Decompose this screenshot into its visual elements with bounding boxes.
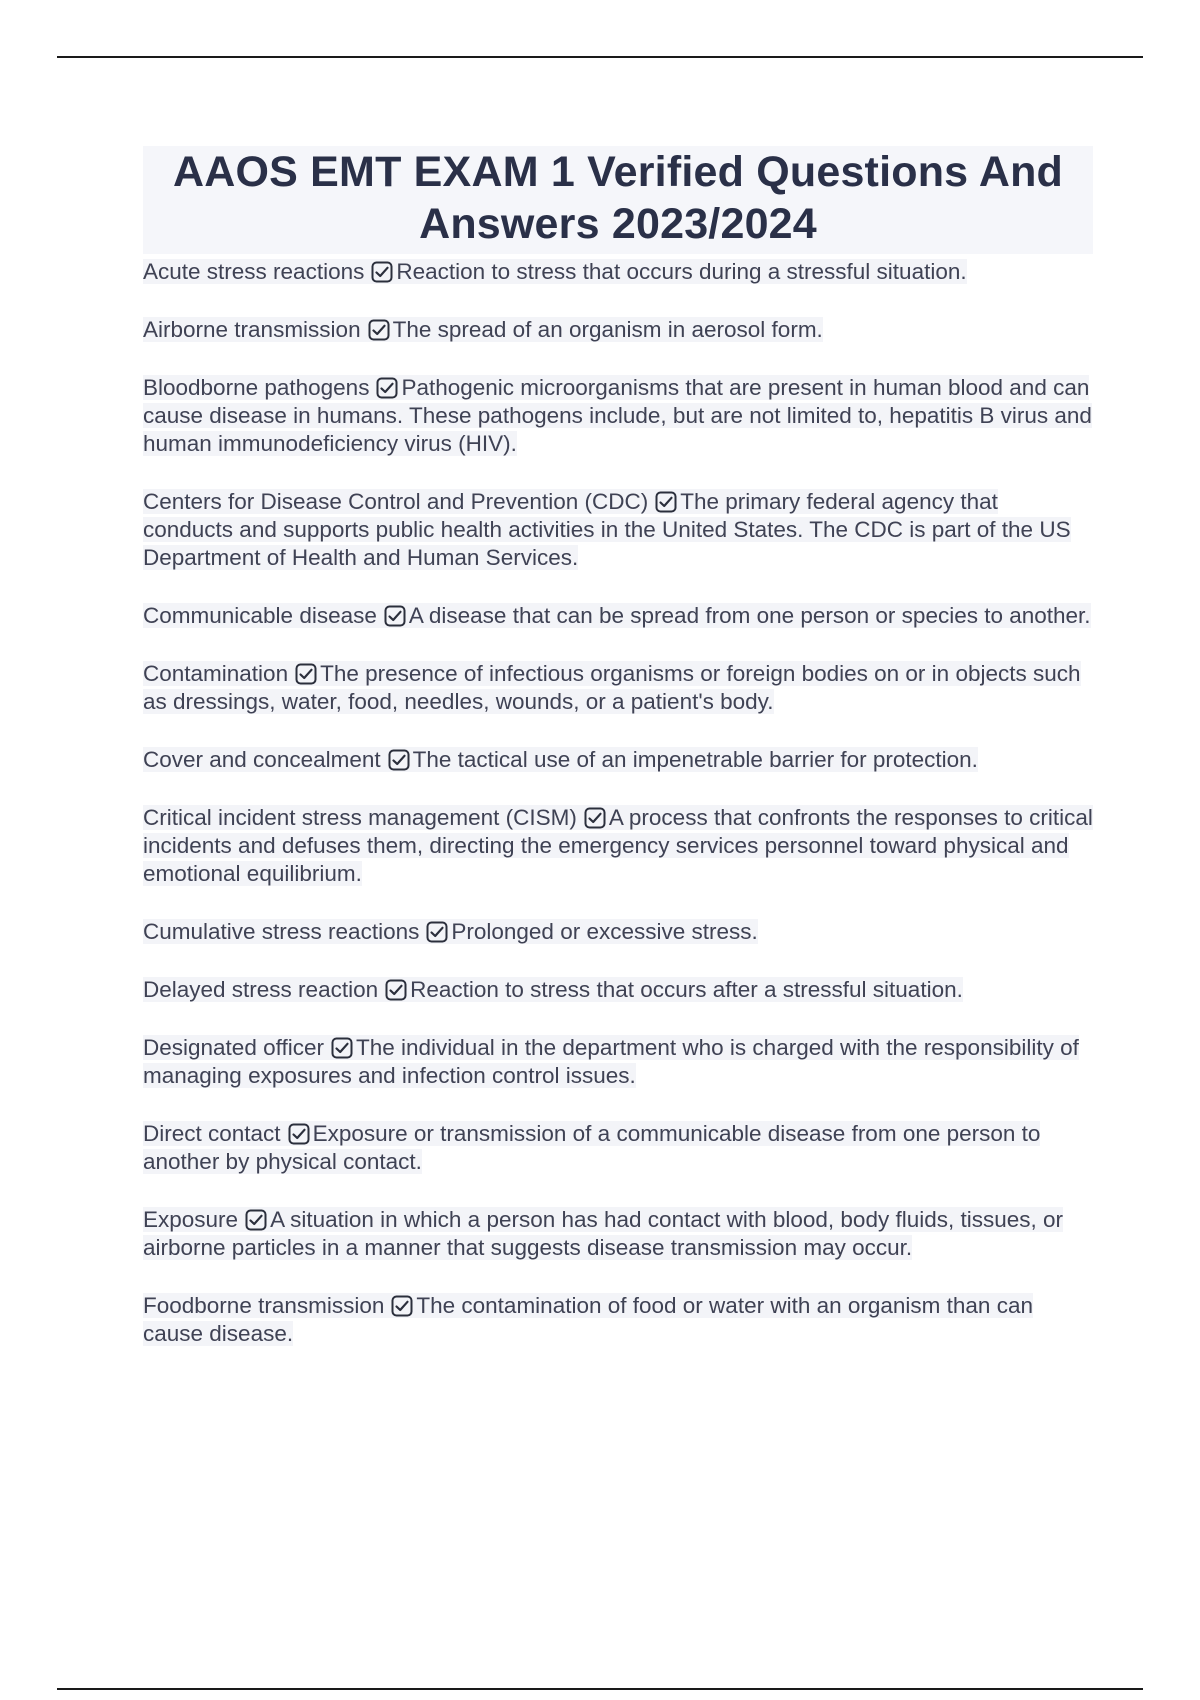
entry-definition: Exposure or transmission of a communicable disease from one person to another by physical contact. xyxy=(143,1121,1041,1174)
entry-text xyxy=(143,1121,1040,1174)
checkbox-checked-icon xyxy=(384,605,406,627)
entry xyxy=(143,374,1093,458)
entry-definition: The spread of an organism in aerosol form. xyxy=(392,317,823,342)
entry-term: Exposure xyxy=(143,1207,239,1232)
entry xyxy=(143,258,1093,286)
entry-definition: Reaction to stress that occurs during a stressful situation. xyxy=(396,259,967,284)
entry-term: Centers for Disease Control and Prevention (CDC) xyxy=(143,489,649,514)
entry-term: Acute stress reactions xyxy=(143,259,365,284)
bottom-rule xyxy=(57,1688,1143,1690)
checkbox-checked-icon xyxy=(368,319,390,341)
checkbox-checked-icon xyxy=(295,663,317,685)
checkbox-checked-icon xyxy=(584,807,606,829)
entry-list xyxy=(143,258,1093,1348)
checkbox-checked-icon xyxy=(371,261,393,283)
entry-definition: Reaction to stress that occurs after a stressful situation. xyxy=(410,977,963,1002)
entry-definition: The individual in the department who is charged with the responsibility of managing exposures and infection control issues. xyxy=(143,1035,1079,1088)
entry-definition: The tactical use of an impenetrable barrier for protection. xyxy=(412,747,978,772)
entry-term: Communicable disease xyxy=(143,603,377,628)
entry-term: Foodborne transmission xyxy=(143,1293,385,1318)
entry-definition: A situation in which a person has had contact with blood, body fluids, tissues, or airborne particles in a manner that suggests disease transmission may occur. xyxy=(143,1207,1064,1260)
entry xyxy=(143,316,1093,344)
entry-text xyxy=(143,259,967,284)
checkbox-checked-icon xyxy=(288,1123,310,1145)
entry-term: Contamination xyxy=(143,661,289,686)
entry-text xyxy=(143,1035,1079,1088)
entry xyxy=(143,602,1093,630)
entry xyxy=(143,746,1093,774)
entry-text xyxy=(143,489,1071,570)
entry-text xyxy=(143,375,1092,456)
entry-term: Bloodborne pathogens xyxy=(143,375,370,400)
top-rule xyxy=(57,56,1143,58)
entry xyxy=(143,488,1093,572)
entry xyxy=(143,804,1093,888)
entry-definition: The primary federal agency that conducts and supports public health activities in the United States. The CDC is part of the US Department of Health and Human Services. xyxy=(143,489,1071,570)
checkbox-checked-icon xyxy=(655,491,677,513)
entry-definition: A disease that can be spread from one person or species to another. xyxy=(408,603,1091,628)
entry xyxy=(143,1120,1093,1176)
entry-text xyxy=(143,805,1093,886)
entry-text xyxy=(143,1207,1063,1260)
entry-term: Direct contact xyxy=(143,1121,281,1146)
entry-term: Designated officer xyxy=(143,1035,324,1060)
checkbox-checked-icon xyxy=(426,921,448,943)
document-body xyxy=(143,146,1093,1378)
entry xyxy=(143,1034,1093,1090)
checkbox-checked-icon xyxy=(388,749,410,771)
entry-text xyxy=(143,747,978,772)
entry-text xyxy=(143,977,963,1002)
entry-definition: Pathogenic microorganisms that are present in human blood and can cause disease in humans. These pathogens include, but are not limited to, hepatitis B virus and human immunodeficiency virus (HIV). xyxy=(143,375,1092,456)
entry-term: Cover and concealment xyxy=(143,747,381,772)
entry xyxy=(143,660,1093,716)
entry-definition: The contamination of food or water with an organism than can cause disease. xyxy=(143,1293,1033,1346)
entry xyxy=(143,1292,1093,1348)
entry-term: Critical incident stress management (CISM) xyxy=(143,805,577,830)
checkbox-checked-icon xyxy=(331,1037,353,1059)
entry-term: Cumulative stress reactions xyxy=(143,919,420,944)
entry xyxy=(143,976,1093,1004)
document-title: AAOS EMT EXAM 1 Verified Questions And Answers 2023/2024 xyxy=(172,148,1064,248)
entry-definition: A process that confronts the responses to critical incidents and defuses them, directing the emergency services personnel toward physical and emotional equilibrium. xyxy=(143,805,1093,886)
entry-definition: The presence of infectious organisms or foreign bodies on or in objects such as dressings, water, food, needles, wounds, or a patient's body. xyxy=(143,661,1081,714)
checkbox-checked-icon xyxy=(385,979,407,1001)
entry-definition: Prolonged or excessive stress. xyxy=(451,919,758,944)
entry xyxy=(143,1206,1093,1262)
entry-term: Airborne transmission xyxy=(143,317,361,342)
entry-term: Delayed stress reaction xyxy=(143,977,379,1002)
checkbox-checked-icon xyxy=(245,1209,267,1231)
title-block xyxy=(143,146,1093,254)
entry-text xyxy=(143,919,758,944)
entry xyxy=(143,918,1093,946)
checkbox-checked-icon xyxy=(376,377,398,399)
entry-text xyxy=(143,661,1081,714)
checkbox-checked-icon xyxy=(391,1295,413,1317)
entry-text xyxy=(143,603,1091,628)
entry-text xyxy=(143,1293,1033,1346)
entry-text xyxy=(143,317,823,342)
